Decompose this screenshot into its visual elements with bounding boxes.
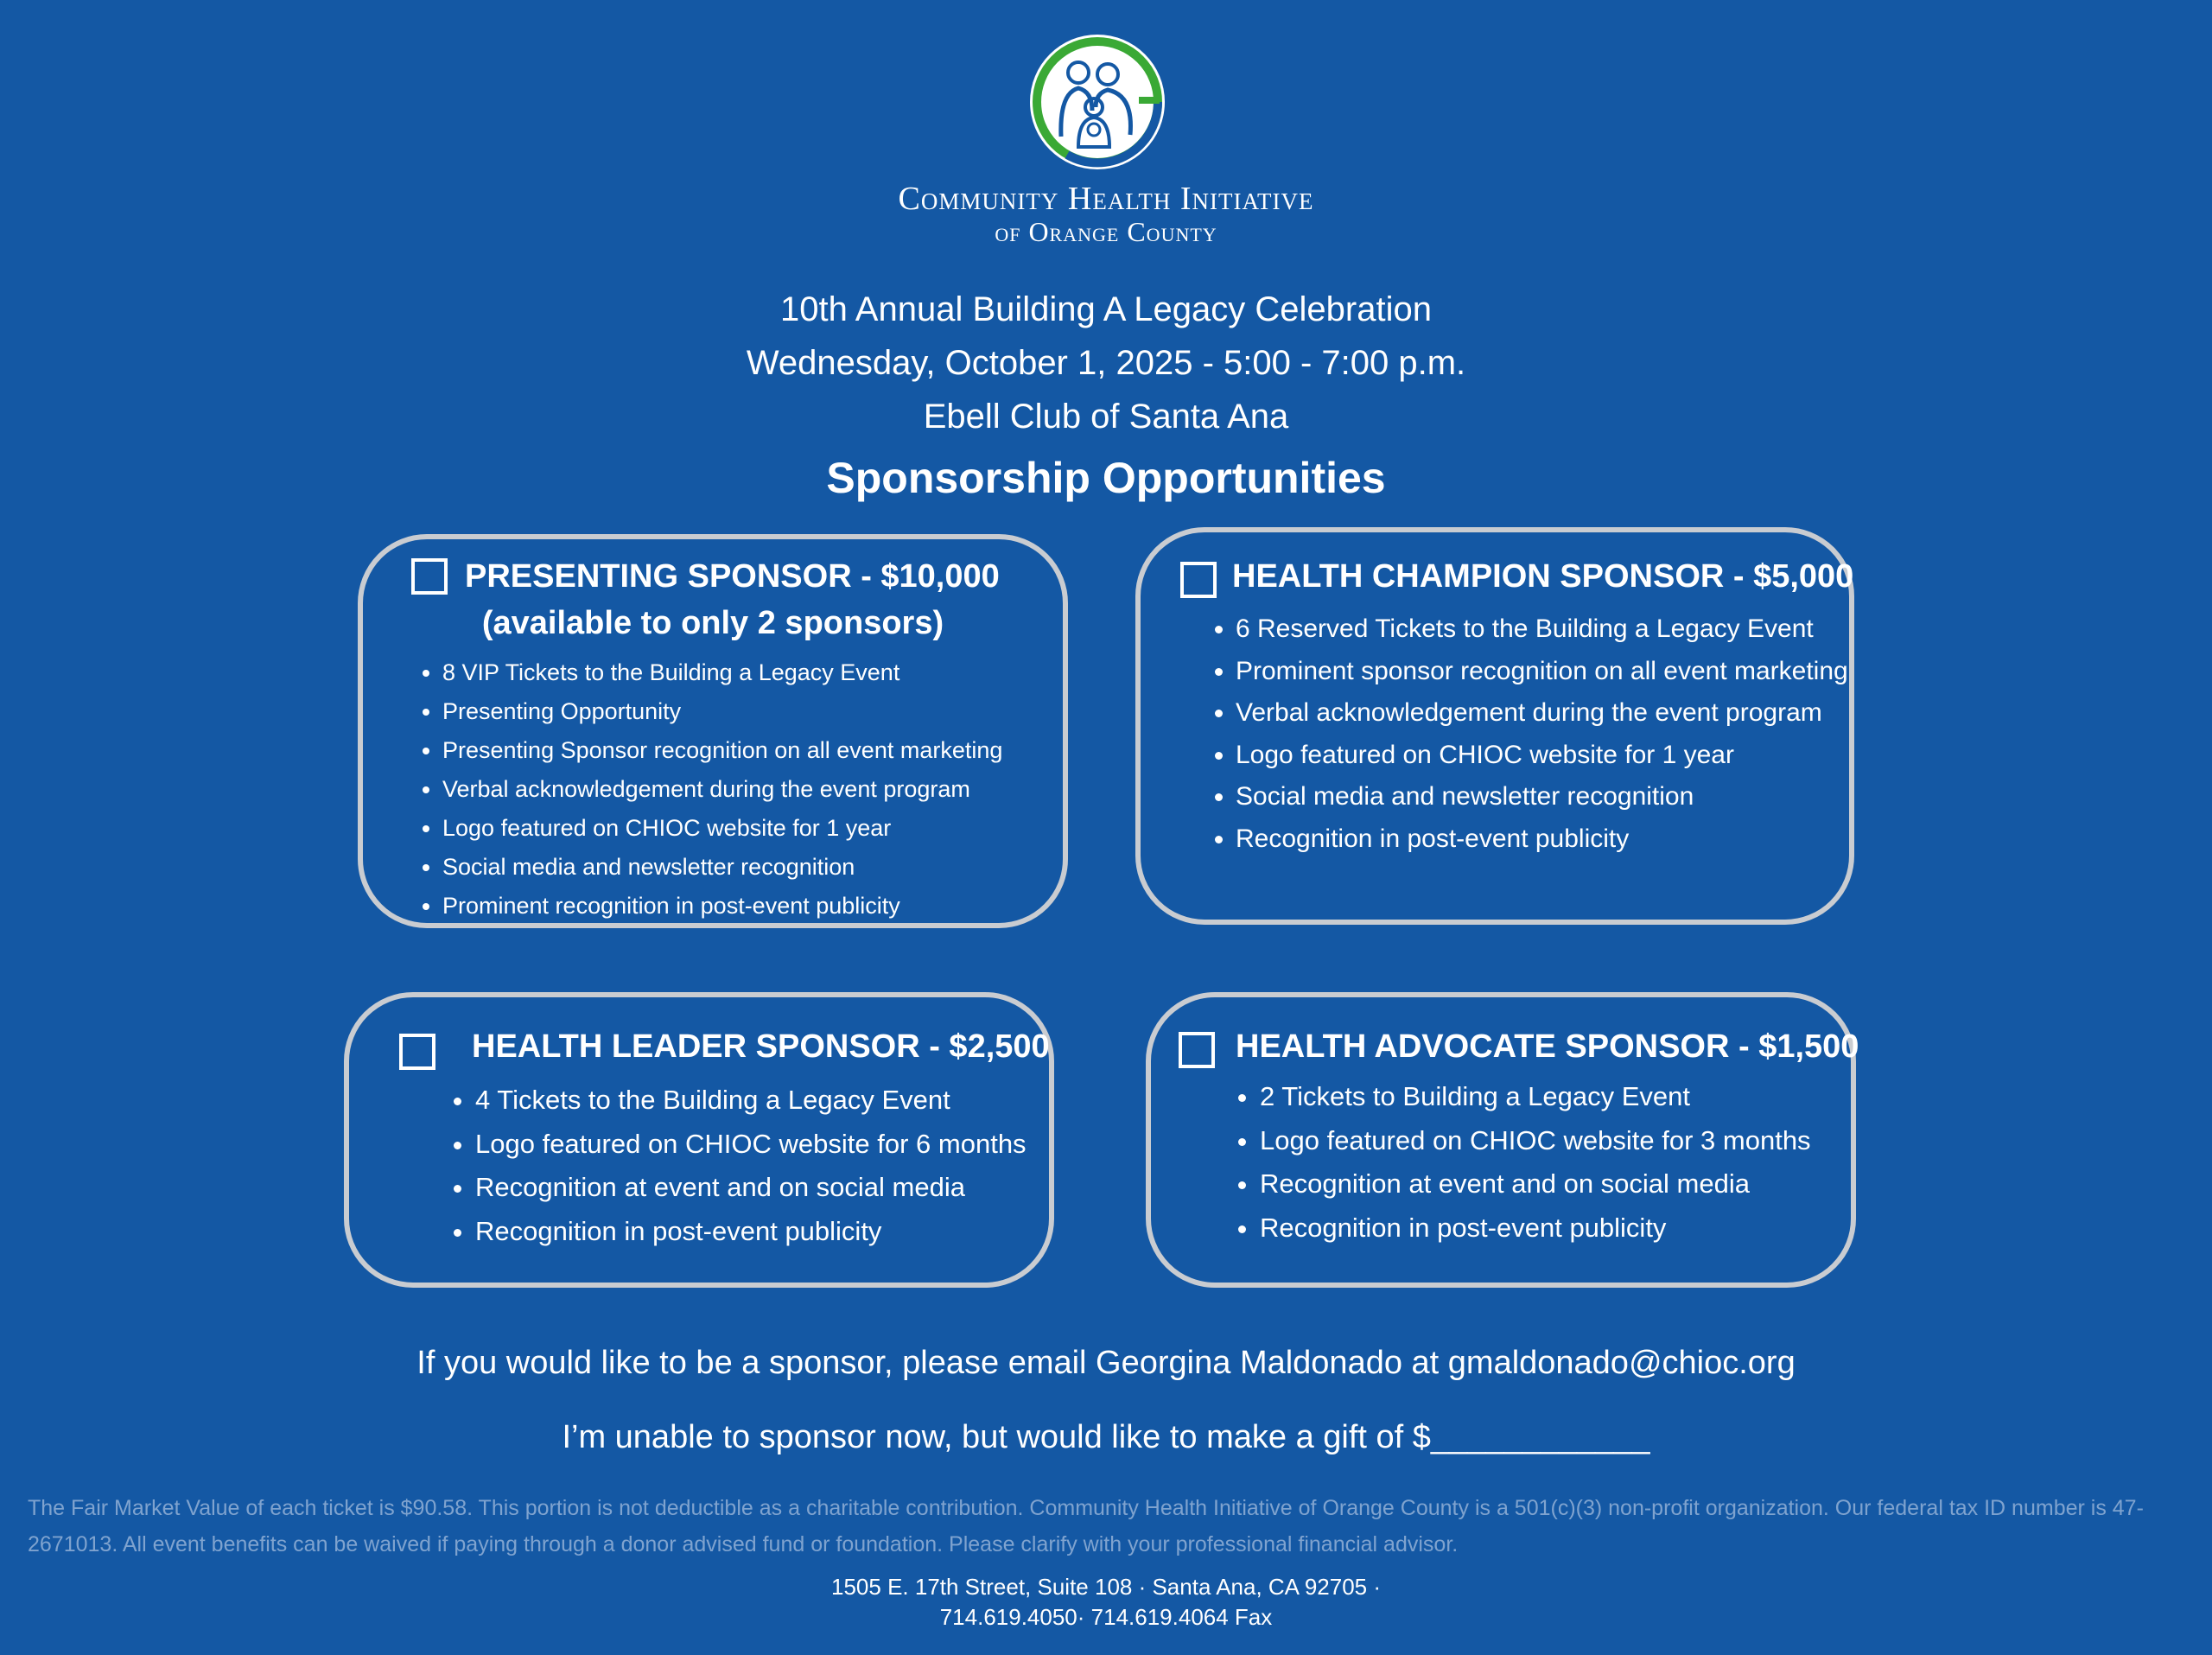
advocate-sponsor-title: HEALTH ADVOCATE SPONSOR - $1,500 [1236,1028,1859,1065]
list-item: • Presenting Opportunity [442,692,1002,731]
presenting-benefits-list [416,653,1002,926]
list-item: • Recognition in post-event publicity [475,1210,1027,1254]
list-item: • Recognition in post-event publicity [1236,818,1848,861]
event-venue: Ebell Club of Santa Ana [923,398,1289,436]
advocate-sponsor-checkbox[interactable] [1179,1032,1215,1068]
list-item: • Recognition at event and on social media [1260,1162,1811,1206]
list-item: • Verbal acknowledgement during the event program [1236,692,1848,735]
family-circle-logo-icon [1028,33,1166,171]
list-item: • Social media and newsletter recognition [1236,776,1848,818]
presenting-sponsor-card [358,534,1068,928]
presenting-sponsor-checkbox[interactable] [411,558,448,595]
list-item: • 4 Tickets to the Building a Legacy Event [475,1079,1027,1123]
list-item: • Presenting Sponsor recognition on all event marketing [442,731,1002,770]
list-item: • Logo featured on CHIOC website for 1 year [442,809,1002,848]
event-title: 10th Annual Building A Legacy Celebration [780,290,1432,328]
list-item: • Verbal acknowledgement during the event program [442,770,1002,809]
list-item: • Logo featured on CHIOC website for 6 months [475,1123,1027,1167]
tax-disclaimer: The Fair Market Value of each ticket is $90.58. This portion is not deductible as a charitable contribution. Community Health Initiative of Orange County is a 501(c)(3) non-profit organization. Our federal tax ID number is 47-2671013. All event benefits can be waived if paying through a donor advised fund or foundation. Please clarify with your professional financial advisor. [28,1496,2144,1556]
contact-email-line: If you would like to be a sponsor, please email Georgina Maldonado at gmaldonado@chioc.org [416,1345,1796,1381]
list-item: • Logo featured on CHIOC website for 1 year [1236,735,1848,777]
list-item: • Prominent recognition in post-event publicity [442,887,1002,926]
org-name-line1: Community Health Initiative [898,181,1314,217]
address-line1: 1505 E. 17th Street, Suite 108 · Santa Ana, CA 92705 · [831,1574,1381,1600]
list-item: • Social media and newsletter recognition [442,848,1002,887]
leader-benefits-list [449,1079,1027,1253]
list-item: • 2 Tickets to Building a Legacy Event [1260,1075,1811,1119]
list-item: • Recognition at event and on social media [475,1166,1027,1210]
presenting-sponsor-title: PRESENTING SPONSOR - $10,000 [465,558,1000,595]
gift-pledge-line: I’m unable to sponsor now, but would like to make a gift of $____________ [562,1419,1650,1455]
org-name-line2: of Orange County [995,216,1217,247]
presenting-sponsor-subtitle: (available to only 2 sponsors) [481,605,944,641]
section-title: Sponsorship Opportunities [826,454,1386,502]
event-date-time: Wednesday, October 1, 2025 - 5:00 - 7:00 p.m. [746,344,1466,382]
leader-sponsor-checkbox[interactable] [399,1034,435,1070]
advocate-benefits-list [1234,1075,1811,1250]
champion-benefits-list [1210,608,1848,860]
leader-sponsor-card [344,992,1054,1288]
list-item: • 8 VIP Tickets to the Building a Legacy Event [442,653,1002,692]
champion-sponsor-card [1135,527,1854,925]
list-item: • Prominent sponsor recognition on all event marketing [1236,651,1848,693]
champion-sponsor-title: HEALTH CHAMPION SPONSOR - $5,000 [1232,558,1854,595]
leader-sponsor-title: HEALTH LEADER SPONSOR - $2,500 [472,1028,1050,1065]
list-item: • Logo featured on CHIOC website for 3 months [1260,1119,1811,1163]
champion-sponsor-checkbox[interactable] [1180,562,1217,598]
list-item: • 6 Reserved Tickets to the Building a Legacy Event [1236,608,1848,651]
advocate-sponsor-card [1146,992,1859,1288]
address-line2: 714.619.4050· 714.619.4064 Fax [939,1604,1273,1630]
list-item: • Recognition in post-event publicity [1260,1206,1811,1251]
